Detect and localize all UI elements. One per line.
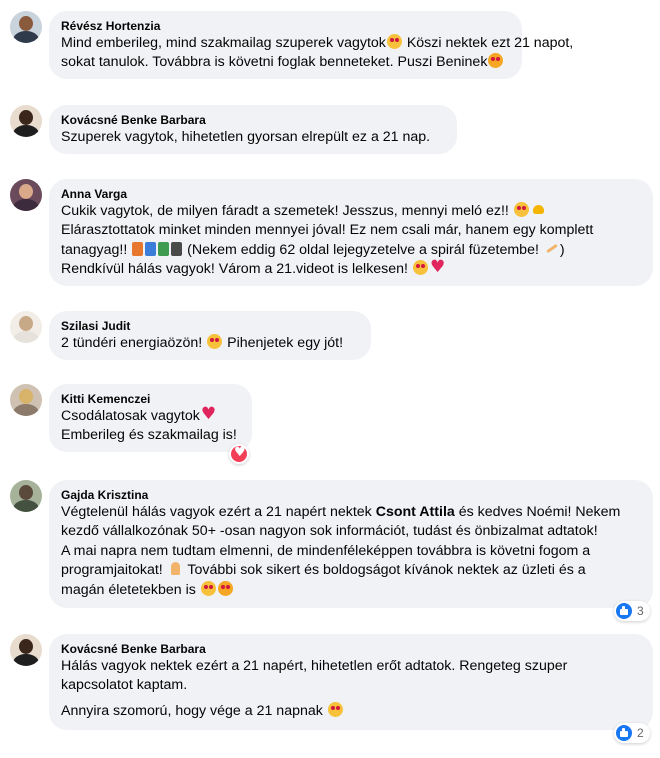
green-book-icon (158, 242, 169, 256)
blue-book-icon (145, 242, 156, 256)
comment-bubble (49, 634, 653, 730)
comment-author[interactable]: Kovácsné Benke Barbara (61, 113, 206, 127)
comment-bubble (49, 480, 653, 608)
comment-text: Rendkívül hálás vagyok! Várom a 21.videot is lelkesen! ♥ (61, 260, 641, 279)
comment-text: Végtelenül hálás vagyok ezért a 21 napért nektek Csont Attila és kedves Noémi! Nekem (61, 504, 621, 520)
comment-text: kapcsolatot kaptam. (61, 677, 188, 694)
heart-icon (430, 261, 445, 275)
crying-face-icon (328, 702, 343, 717)
comment-bubble (49, 311, 371, 360)
writing-hand-icon (544, 241, 559, 256)
heart-eyes-emoji-icon (201, 581, 216, 596)
orange-book-icon (132, 242, 143, 256)
like-icon (616, 603, 632, 619)
notebook-icon (171, 242, 182, 256)
comment-author[interactable]: Gajda Krisztina (61, 488, 149, 502)
comment-bubble (49, 179, 653, 286)
comment-bubble (49, 105, 457, 154)
comment-text: Csodálatosak vagytok♥ (61, 407, 240, 426)
heart-eyes-emoji-icon (387, 34, 402, 49)
comment-author[interactable]: Révész Hortenzia (61, 19, 161, 33)
comment-author[interactable]: Kitti Kemenczei (61, 392, 151, 406)
like-reaction[interactable] (614, 601, 650, 621)
avatar[interactable] (10, 311, 42, 343)
avatar[interactable] (10, 384, 42, 416)
love-reaction-icon[interactable] (229, 444, 249, 464)
comment-text: Cukik vagytok, de milyen fáradt a szemetek! Jesszus, mennyi meló ez!! (61, 202, 641, 221)
comment-text: tanagyag!! (Nekem eddig 62 oldal lejegyzetelve a spirál füzetembe! ) (61, 241, 565, 258)
comment-text: kezdő vállalkozónak 50+ -osan nagyon sok információt, tudást és önbizalmat adtatok! (61, 523, 598, 540)
comment-text: magán életetekben is (61, 581, 641, 600)
comment-bubble (49, 11, 574, 79)
comment-bubble (49, 384, 252, 452)
avatar[interactable] (10, 179, 42, 211)
like-icon (616, 725, 632, 741)
comment-text: Hálás vagyok nektek ezért a 21 napért, hihetetlen erőt adtatok. Rengeteg szuper (61, 658, 568, 674)
avatar[interactable] (10, 634, 42, 666)
comment-text: Elárasztottatok minket minden mennyei jóval! Ez nem csali már, hanem egy komplett (61, 222, 594, 239)
comment-author[interactable]: Kovácsné Benke Barbara (61, 642, 206, 656)
face-blowing-kiss-icon (207, 334, 222, 349)
comment-text: Emberileg és szakmailag is! (61, 427, 237, 444)
comment-text: 2 tündéri energiaözön! Pihenjetek egy jót! (61, 335, 344, 351)
mention-link[interactable]: Csont Attila (375, 504, 455, 520)
reaction-count: 3 (637, 604, 644, 618)
comment-text: programjaitokat! További sok sikert és boldogságot kívánok nektek az üzleti és a (61, 562, 586, 579)
grinning-face-icon (413, 260, 428, 275)
like-reaction[interactable] (614, 723, 650, 743)
reaction-count: 2 (637, 726, 644, 740)
comment-author[interactable]: Szilasi Judit (61, 319, 131, 333)
comment-text: Szuperek vagytok, hihetetlen gyorsan elrepült ez a 21 nap. (61, 129, 431, 145)
avatar[interactable] (10, 105, 42, 137)
comment-text: Annyira szomorú, hogy vége a 21 napnak (61, 702, 641, 721)
comment-text: sokat tanulok. Továbbra is követni foglak benneteket. Puszi Beninek (61, 53, 510, 72)
smiling-face-with-hearts-icon (488, 53, 503, 68)
flexed-biceps-icon (531, 202, 546, 217)
comment-author[interactable]: Anna Varga (61, 187, 128, 201)
folded-hands-icon (168, 561, 183, 576)
avatar[interactable] (10, 480, 42, 512)
hand-over-mouth-emoji-icon (514, 202, 529, 217)
comment-text: A mai napra nem tudtam elmenni, de mindenféleképpen továbbra is követni fogom a (61, 542, 591, 559)
comment-text: Mind emberileg, mind szakmailag szuperek vagytok Köszi nektek ezt 21 napot, (61, 35, 574, 51)
smiling-face-with-hearts-icon (218, 581, 233, 596)
avatar[interactable] (10, 11, 42, 43)
red-heart-icon (201, 408, 216, 422)
